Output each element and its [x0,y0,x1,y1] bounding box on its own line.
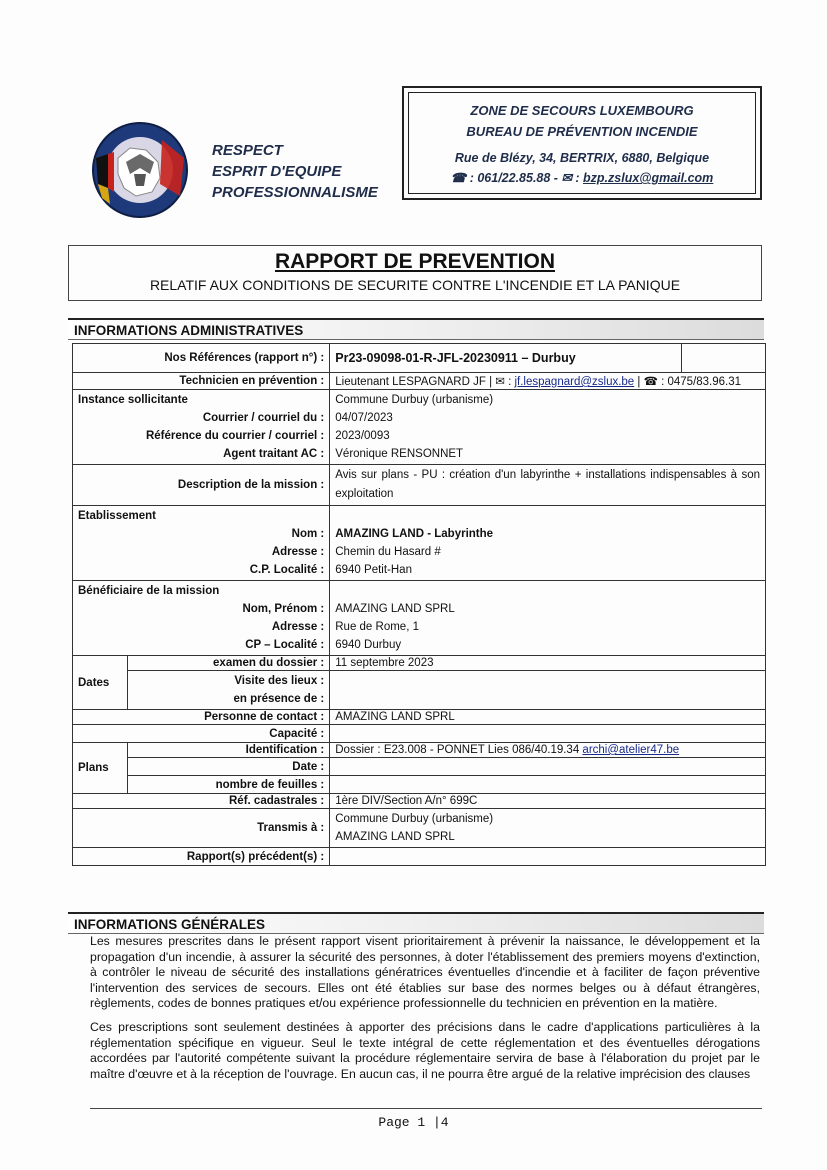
zone-phone: ☎ : 061/22.85.88 - ✉ : [450,171,584,185]
badresse-value: Rue de Rome, 1 [335,621,419,633]
tech-label: Technicien en prévention : [73,373,330,390]
table-row [73,809,766,848]
bcp-label: CP – Localité : [245,639,325,651]
visite-value [330,671,766,710]
table-row [73,506,766,581]
bureau-name: BUREAU DE PRÉVENTION INCENDIE [466,124,698,139]
refcourrier-value: 2023/0093 [335,430,390,442]
cadastre-label: Réf. cadastrales : [73,794,330,809]
report-title-box [68,245,762,301]
table-row [73,776,766,794]
date-value [330,758,766,776]
general-paragraph-2: Ces prescriptions sont seulement destinées à apporter des précisions dans le cadre d'applications particulières à la réglementation spécifique en vigueur. Seul le texte intégral de cette réglementation et des éventuelles dérogations accordées par l'autorité compétente suivant la procédure réglementaire servira de base à l'élaboration du projet par le maître d'œuvre et à la réception de l'ouvrage. En aucun cas, il ne pourra être argué de la relative imprécision des clauses [90,1020,760,1081]
mission-label: Description de la mission : [73,465,330,506]
zone-address-box [402,86,762,200]
benef-labels [73,581,330,656]
transmis-values [330,809,766,848]
zone-email-link[interactable]: bzp.zslux@gmail.com [583,171,714,185]
table-row [73,671,766,710]
ref-value: Pr23-09098-01-R-JFL-20230911 – Durbuy [330,344,682,373]
table-row [73,848,766,866]
nom-label: Nom : [291,528,325,540]
zone-address: Rue de Blézy, 34, BERTRIX, 6880, Belgique [454,151,710,165]
courrier-value: 04/07/2023 [335,412,393,424]
footer-divider [90,1108,762,1109]
etab-spacer [335,507,760,525]
tech-email-link[interactable]: jf.lespagnard@zslux.be [514,376,635,388]
ref-label: Nos Références (rapport n°) : [73,344,330,373]
table-row [73,710,766,725]
tech-phone: | ☎ : 0475/83.96.31 [634,376,742,388]
transmis-label: Transmis à : [73,809,330,848]
feuilles-label: nombre de feuilles : [128,776,330,794]
table-row [73,390,766,465]
table-row [73,465,766,506]
motto [212,140,378,203]
instance-label: Instance sollicitante [78,394,188,406]
examen-label: examen du dossier : [128,656,330,671]
section-general-heading: INFORMATIONS GÉNÉRALES [68,912,764,934]
capacite-label: Capacité : [73,725,330,743]
section-admin-heading: INFORMATIONS ADMINISTRATIVES [68,318,764,340]
motto-line-esprit: ESPRIT D'EQUIPE [212,163,342,180]
table-row [73,344,766,373]
dates-label: Dates [73,656,128,710]
agent-value: Véronique RENSONNET [335,448,464,460]
etab-values [330,506,766,581]
table-row [73,758,766,776]
ident-text: Dossier : E23.008 - PONNET Lies 086/40.19.34 [335,744,583,756]
etab-labels [73,506,330,581]
tech-value [330,373,766,390]
ident-value [330,743,766,758]
tech-name: Lieutenant LESPAGNARD JF | ✉ : [335,376,515,388]
general-paragraph-1: Les mesures prescrites dans le présent rapport visent prioritairement à prévenir la naissance, le développement et la propagation d'un incendie, à assurer la sécurité des personnes, à doter l'établissement des premiers moyens d'extinction, à contrôler le niveau de sécurité des installations génératrices éventuelles d'incendie et à faciliter de façon préventive l'intervention des services de secours. Elles ont été établies sur base des normes belges ou à défaut étrangères, règlements, codes de bonnes pratiques et/ou expérience professionnelle du technicien en prévention en la matière. [90,934,760,1010]
contact-label: Personne de contact : [73,710,330,725]
visite-labels [128,671,330,710]
agent-label: Agent traitant AC : [223,448,325,460]
benef-values [330,581,766,656]
cp-label: C.P. Localité : [249,564,325,576]
bcp-value: 6940 Durbuy [335,639,402,651]
precedent-label: Rapport(s) précédent(s) : [73,848,330,866]
table-row [73,581,766,656]
date-label: Date : [128,758,330,776]
zone-contact [409,170,755,185]
adresse-value: Chemin du Hasard # [335,546,441,558]
contact-value: AMAZING LAND SPRL [330,710,766,725]
nomprenom-value: AMAZING LAND SPRL [335,603,455,615]
adresse-label: Adresse : [271,546,325,558]
instance-values [330,390,766,465]
ref-empty-cell [682,344,766,373]
examen-value: 11 septembre 2023 [330,656,766,671]
etab-label: Etablissement [78,510,156,522]
nomprenom-label: Nom, Prénom : [242,603,325,615]
courrier-label: Courrier / courriel du : [202,412,325,424]
nom-value: AMAZING LAND - Labyrinthe [335,528,494,540]
table-row [73,743,766,758]
ident-email-link[interactable]: archi@atelier47.be [582,744,680,756]
zone-name: ZONE DE SECOURS LUXEMBOURG [470,103,694,118]
motto-line-professionnalisme: PROFESSIONNALISME [212,184,378,201]
feuilles-value [330,776,766,794]
transmis-value-1: Commune Durbuy (urbanisme) [335,813,494,825]
instance-value: Commune Durbuy (urbanisme) [335,394,494,406]
zone-logo [88,118,198,222]
table-row [73,373,766,390]
benef-spacer [335,582,760,600]
mission-value: Avis sur plans - PU : création d'un labyrinthe + installations indispensables à son exploitation [330,465,766,506]
capacite-value [330,725,766,743]
visite-label: Visite des lieux : [234,675,325,687]
refcourrier-label: Référence du courrier / courriel : [145,430,325,442]
table-row [73,794,766,809]
admin-table [72,343,766,866]
plans-label: Plans [73,743,128,794]
report-title: RAPPORT DE PREVENTION [274,250,556,273]
transmis-value-2: AMAZING LAND SPRL [335,831,455,843]
precedent-value [330,848,766,866]
benef-label: Bénéficiaire de la mission [78,585,220,597]
report-subtitle: RELATIF AUX CONDITIONS DE SECURITE CONTRE L'INCENDIE ET LA PANIQUE [149,277,681,293]
cp-value: 6940 Petit-Han [335,564,412,576]
badresse-label: Adresse : [271,621,325,633]
table-row [73,656,766,671]
ident-label: Identification : [128,743,330,758]
page-number: Page 1 |4 [378,1115,449,1130]
instance-labels [73,390,330,465]
table-row [73,725,766,743]
presence-label: en présence de : [233,693,325,705]
motto-line-respect: RESPECT [212,142,283,159]
cadastre-value: 1ère DIV/Section A/n° 699C [330,794,766,809]
